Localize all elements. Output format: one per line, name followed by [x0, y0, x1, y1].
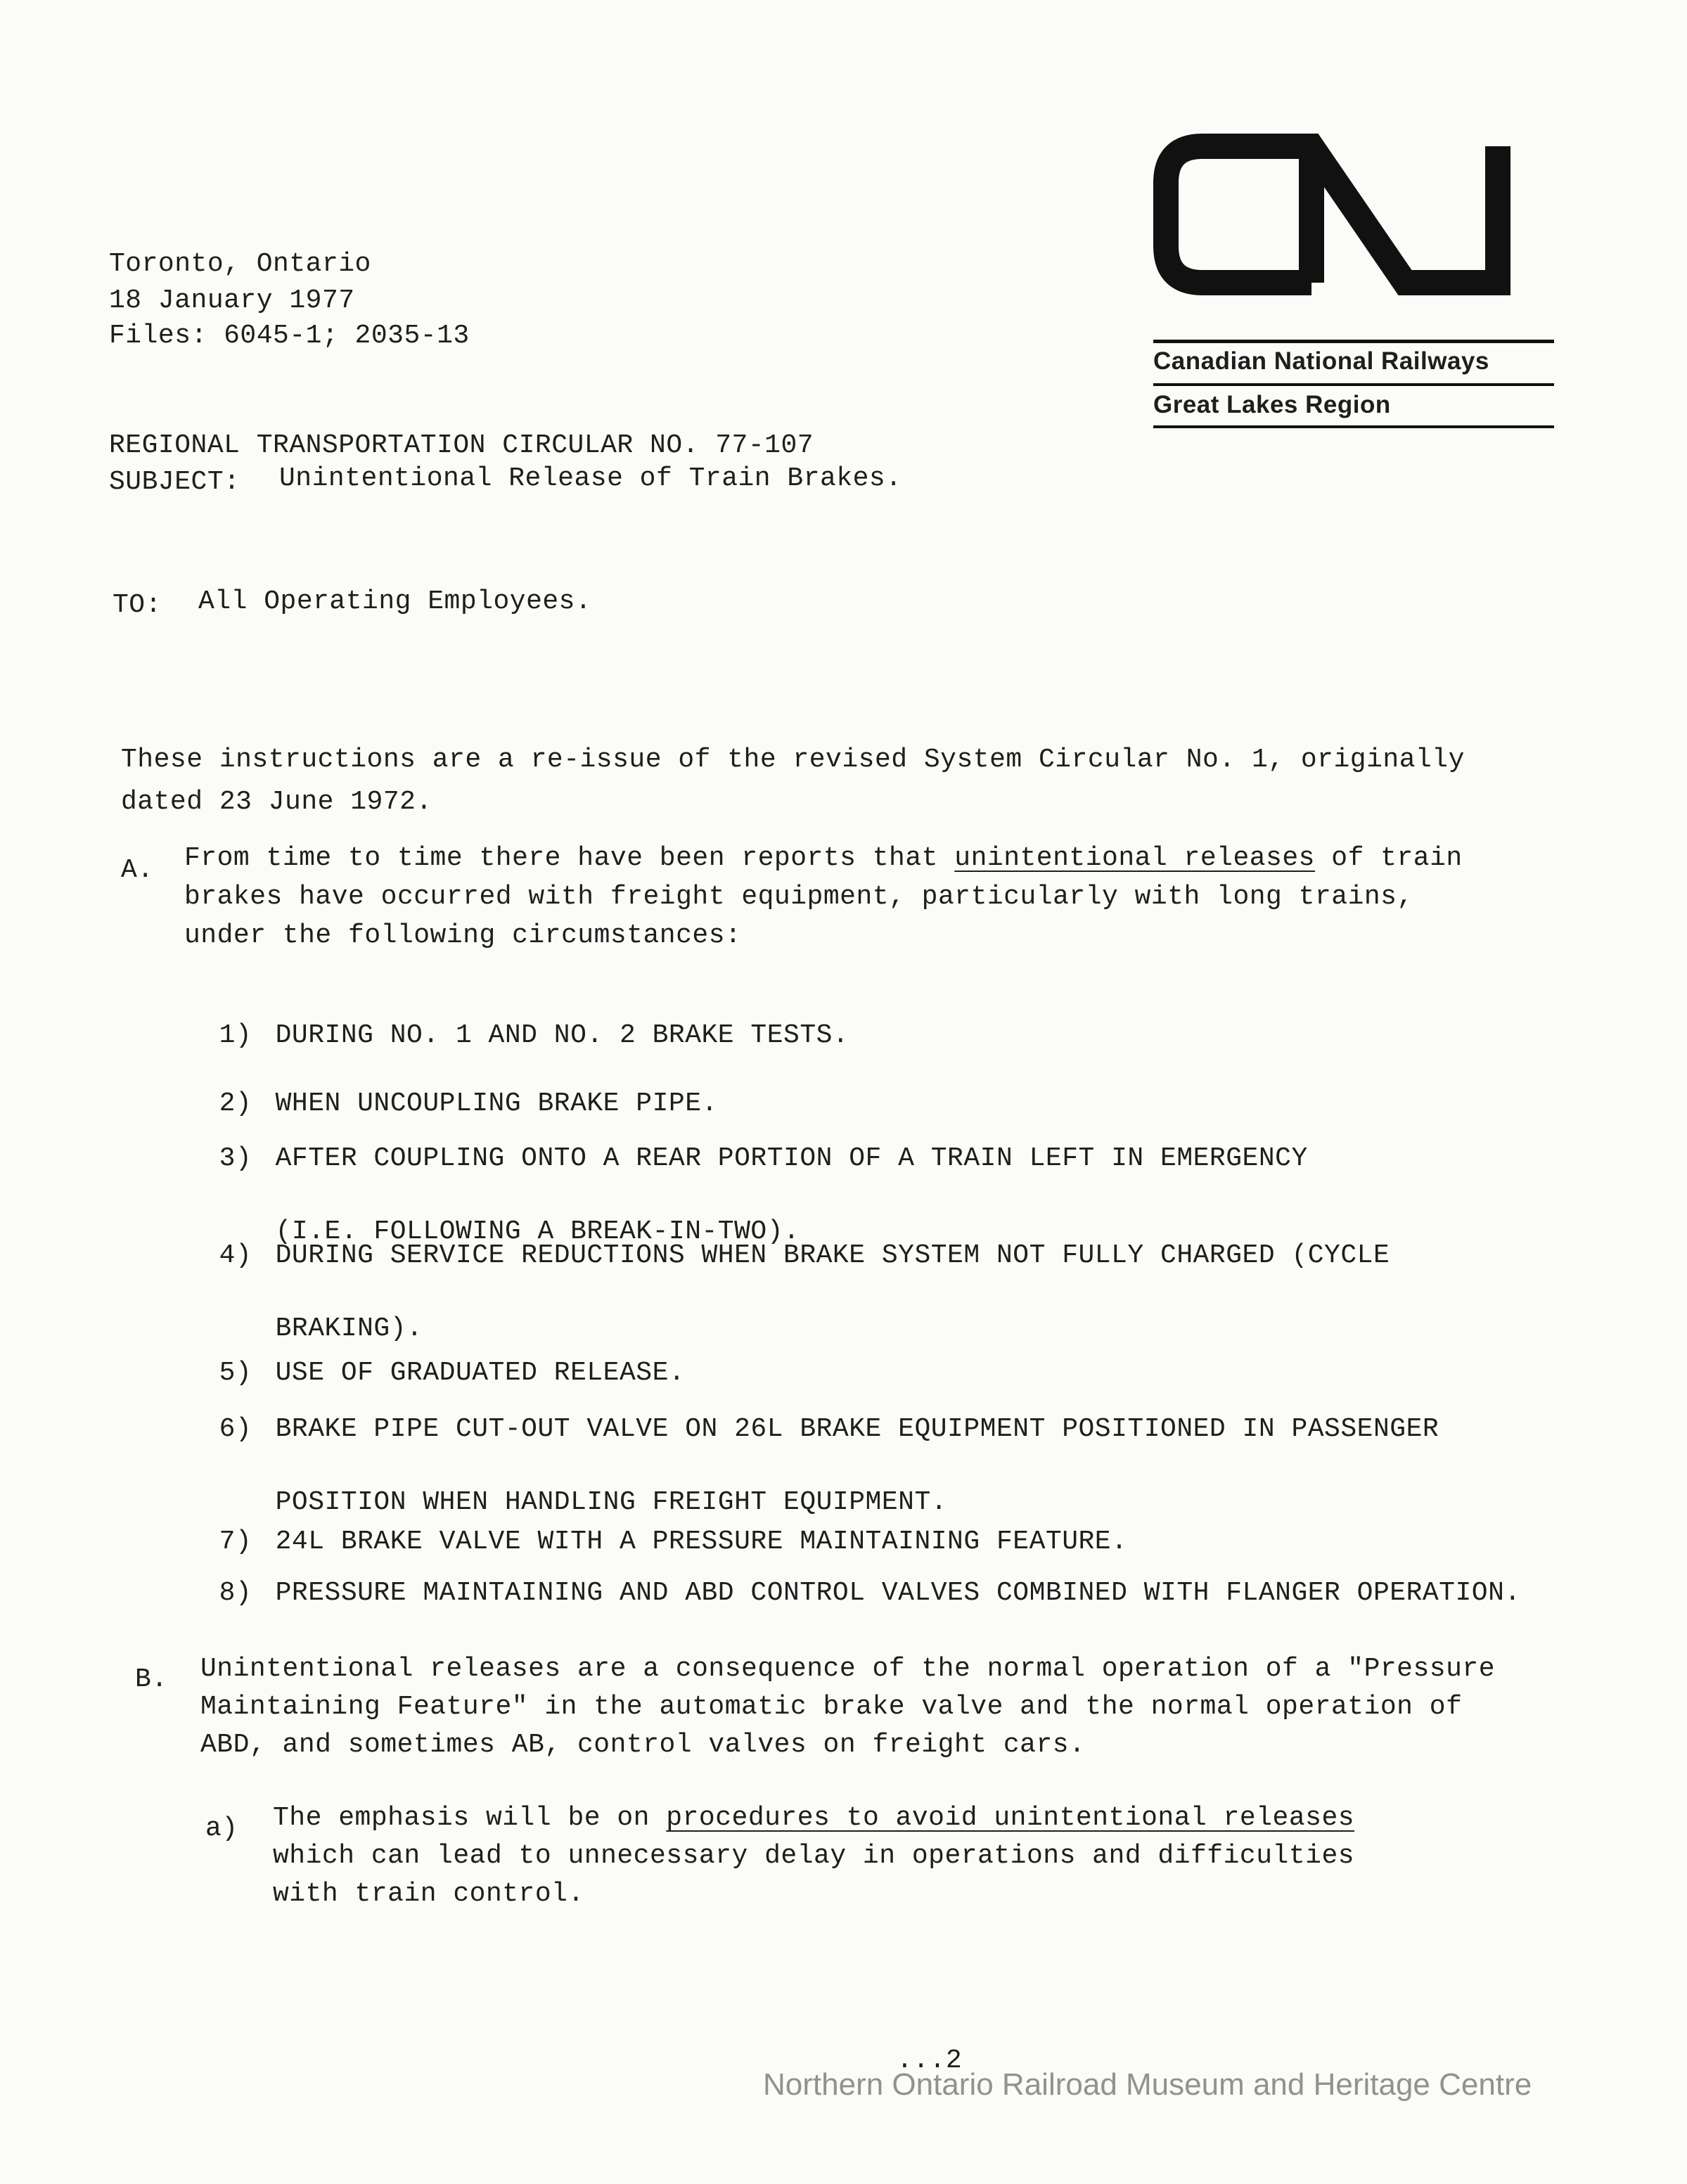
list-item-number: 8) [219, 1578, 252, 1608]
intro-line-2: dated 23 June 1972. [121, 787, 432, 817]
section-a-line-1-text: From time to time there have been reports that [184, 843, 955, 873]
section-b-line-2: Maintaining Feature" in the automatic brake valve and the normal operation of [200, 1692, 1463, 1722]
list-item-text: PRESSURE MAINTAINING AND ABD CONTROL VALVES COMBINED WITH FLANGER OPERATION. [275, 1578, 1521, 1608]
header-city: Toronto, Ontario [109, 249, 371, 279]
header-files: Files: 6045-1; 2035-13 [109, 321, 470, 351]
subject-label: SUBJECT: [109, 467, 240, 497]
section-b-line-3: ABD, and sometimes AB, control valves on freight cars. [200, 1730, 1086, 1760]
list-item [186, 981, 849, 1054]
list-item-text: USE OF GRADUATED RELEASE. [275, 1358, 686, 1388]
sub-a-line-3: with train control. [273, 1879, 584, 1909]
sub-a-line-1 [273, 1800, 1354, 1837]
section-a-marker: A. [121, 855, 154, 885]
cn-logo [1153, 134, 1554, 295]
list-item-text: DURING NO. 1 AND NO. 2 BRAKE TESTS. [275, 1020, 849, 1051]
list-item-number: 3) [219, 1143, 252, 1174]
section-a-line-3: under the following circumstances: [184, 920, 742, 951]
list-item-text: 24L BRAKE VALVE WITH A PRESSURE MAINTAINING FEATURE. [275, 1527, 1128, 1557]
section-b-line-1: Unintentional releases are a consequence of the normal operation of a "Pressure [200, 1654, 1495, 1684]
section-a-line-1-end: of train [1314, 843, 1463, 873]
underlined-phrase: procedures to avoid unintentional releases [666, 1803, 1355, 1833]
intro-line-1: These instructions are a re-issue of the revised System Circular No. 1, originally [121, 745, 1465, 775]
list-item-number: 4) [219, 1240, 252, 1271]
list-item-number: 2) [219, 1088, 252, 1119]
list-item-text: BRAKING). [275, 1313, 423, 1344]
list-item-number: 5) [219, 1358, 252, 1388]
list-item-number: 1) [219, 1020, 252, 1051]
logo-rule-top [1153, 340, 1554, 343]
page-continuation-marker: ...2 [897, 2045, 963, 2076]
list-item-number: 7) [219, 1527, 252, 1557]
sub-a-line-2: which can lead to unnecessary delay in operations and difficulties [273, 1841, 1355, 1871]
to-recipients: All Operating Employees. [198, 586, 592, 617]
list-item [186, 1539, 1521, 1612]
sub-a-marker: a) [205, 1813, 238, 1844]
sub-a-line-1-text: The emphasis will be on [273, 1803, 667, 1833]
company-name: Canadian National Railways [1153, 347, 1489, 375]
header-date: 18 January 1977 [109, 285, 355, 316]
section-a-line-1 [184, 840, 1463, 877]
region-name: Great Lakes Region [1153, 391, 1391, 418]
list-item-text: WHEN UNCOUPLING BRAKE PIPE. [275, 1088, 718, 1119]
logo-rule-middle [1153, 383, 1554, 386]
list-item-text: (I.E. FOLLOWING A BREAK-IN-TWO). [275, 1216, 800, 1247]
section-b-marker: B. [135, 1664, 168, 1695]
underlined-phrase: unintentional releases [954, 843, 1315, 873]
list-item-text: DURING SERVICE REDUCTIONS WHEN BRAKE SYSTEM NOT FULLY CHARGED (CYCLE [275, 1240, 1390, 1271]
subject-text: Unintentional Release of Train Brakes. [279, 463, 902, 494]
to-label: TO: [113, 590, 162, 620]
cn-logo-mark [1153, 134, 1554, 295]
circular-title: REGIONAL TRANSPORTATION CIRCULAR NO. 77-107 [109, 430, 814, 461]
museum-watermark: Northern Ontario Railroad Museum and Heritage Centre [763, 2067, 1532, 2102]
logo-rule-bottom [1153, 425, 1554, 428]
list-item-text: AFTER COUPLING ONTO A REAR PORTION OF A TRAIN LEFT IN EMERGENCY [275, 1143, 1308, 1174]
list-item-text: BRAKE PIPE CUT-OUT VALVE ON 26L BRAKE EQUIPMENT POSITIONED IN PASSENGER [275, 1414, 1439, 1444]
list-item-number: 6) [219, 1414, 252, 1444]
section-a-line-2: brakes have occurred with freight equipment, particularly with long trains, [184, 882, 1413, 912]
list-item-text: POSITION WHEN HANDLING FREIGHT EQUIPMENT. [275, 1487, 948, 1517]
